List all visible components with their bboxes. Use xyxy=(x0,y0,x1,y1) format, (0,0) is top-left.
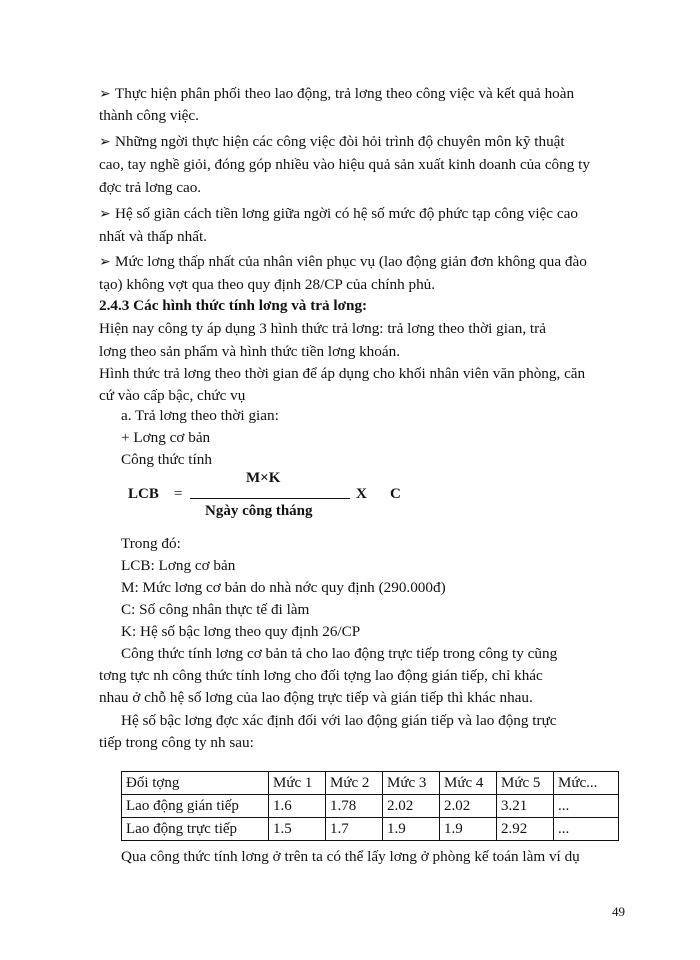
text-line: + Lơng cơ bản xyxy=(121,429,211,446)
definition-line: M: Mức lơng cơ bản do nhà nớc quy định (290.000đ) xyxy=(121,579,446,596)
subsection-label: a. Trả lơng theo thời gian: xyxy=(121,407,279,424)
text-line: nhất và thấp nhất. xyxy=(99,228,207,245)
table-cell: 1.5 xyxy=(269,818,326,841)
text-line: tạo) không vợt qua theo quy định 28/CP của chính phủ. xyxy=(99,276,436,293)
formula-factor: C xyxy=(390,486,401,502)
arrowhead-bullet-icon: ➢ xyxy=(99,255,111,270)
formula-times: X xyxy=(356,486,367,502)
table-row xyxy=(122,795,619,818)
arrowhead-bullet-icon: ➢ xyxy=(99,135,111,150)
table-cell: ... xyxy=(554,818,619,841)
table-header-cell: Mức 1 xyxy=(269,772,326,795)
formula-numerator: M×K xyxy=(246,470,281,486)
text-line: cứ vào cấp bậc, chức vụ xyxy=(99,387,246,404)
definition-line: K: Hệ số bậc lơng theo quy định 26/CP xyxy=(121,623,361,640)
table-header-cell: Mức... xyxy=(554,772,619,795)
page-number: 49 xyxy=(612,904,625,919)
text-line: Công thức tính xyxy=(121,451,212,468)
lcb-formula xyxy=(128,470,548,526)
text-line: Trong đó: xyxy=(121,535,181,552)
table-cell: 1.78 xyxy=(326,795,383,818)
formula-equals: = xyxy=(174,486,183,502)
text-line: tơng tực nh công thức tính lơng cho đối tợng lao động gián tiếp, chỉ khác xyxy=(99,667,543,684)
text-line: Hình thức trả lơng theo thời gian để áp dụng cho khối nhân viên văn phòng, căn xyxy=(99,365,586,382)
table-cell: ... xyxy=(554,795,619,818)
fraction-bar xyxy=(190,498,350,499)
table-header-cell: Mức 3 xyxy=(383,772,440,795)
table-cell: 1.9 xyxy=(383,818,440,841)
table-cell: 2.02 xyxy=(440,795,497,818)
table-cell: 1.6 xyxy=(269,795,326,818)
text-line: đợc trả lơng cao. xyxy=(99,179,202,196)
table-cell: 1.9 xyxy=(440,818,497,841)
formula-lhs: LCB xyxy=(128,486,159,502)
table-header-cell: Đối tợng xyxy=(122,772,269,795)
table-cell: 2.92 xyxy=(497,818,554,841)
text-line: Hiện nay công ty áp dụng 3 hình thức trả lơng: trả lơng theo thời gian, trả xyxy=(99,320,546,337)
text-line: Hệ số bậc lơng đợc xác định đối với lao động gián tiếp và lao động trực xyxy=(121,712,557,729)
table-cell: Lao động trực tiếp xyxy=(122,818,269,841)
arrowhead-bullet-icon: ➢ xyxy=(99,207,111,222)
table-header-cell: Mức 2 xyxy=(326,772,383,795)
bullet-paragraph: ➢ Hệ số giãn cách tiền lơng giữa ngời có hệ số mức độ phức tạp công việc cao xyxy=(99,204,578,225)
text-line: Công thức tính lơng cơ bản tả cho lao động trực tiếp trong công ty cũng xyxy=(121,645,558,662)
bullet-paragraph: ➢ Những ngời thực hiện các công việc đòi hỏi trình độ chuyên môn kỹ thuật xyxy=(99,132,565,153)
text-line: cao, tay nghề giỏi, đóng góp nhiều vào hiệu quả sản xuất kinh doanh của công ty xyxy=(99,156,590,173)
table-header-cell: Mức 5 xyxy=(497,772,554,795)
table-header-row xyxy=(122,772,619,795)
arrowhead-bullet-icon: ➢ xyxy=(99,87,111,102)
formula-denominator: Ngày công tháng xyxy=(205,503,313,519)
table-cell: 3.21 xyxy=(497,795,554,818)
definition-line: C: Số công nhân thực tế đi làm xyxy=(121,601,310,618)
table-cell: 2.02 xyxy=(383,795,440,818)
bullet-paragraph: ➢ Thực hiện phân phối theo lao động, trả lơng theo công việc và kết quả hoàn xyxy=(99,84,574,105)
definition-line: LCB: Lơng cơ bản xyxy=(121,557,236,574)
text-line: nhau ở chỗ hệ số lơng của lao động trực tiếp và gián tiếp thì khác nhau. xyxy=(99,689,533,706)
table-cell: Lao động gián tiếp xyxy=(122,795,269,818)
text-line: lơng theo sản phẩm và hình thức tiền lơng khoán. xyxy=(99,343,400,360)
table-cell: 1.7 xyxy=(326,818,383,841)
text-line: tiếp trong công ty nh sau: xyxy=(99,734,254,751)
section-heading: 2.4.3 Các hình thức tính lơng và trả lơng: xyxy=(99,297,368,314)
bullet-paragraph: ➢ Mức lơng thấp nhất của nhân viên phục vụ (lao động giản đơn không qua đào xyxy=(99,252,587,273)
table-row xyxy=(122,818,619,841)
coefficient-table xyxy=(121,771,619,841)
text-line: thành công việc. xyxy=(99,107,199,124)
text-line: Qua công thức tính lơng ở trên ta có thể lấy lơng ở phòng kế toán làm ví dụ xyxy=(121,848,580,865)
table-header-cell: Mức 4 xyxy=(440,772,497,795)
